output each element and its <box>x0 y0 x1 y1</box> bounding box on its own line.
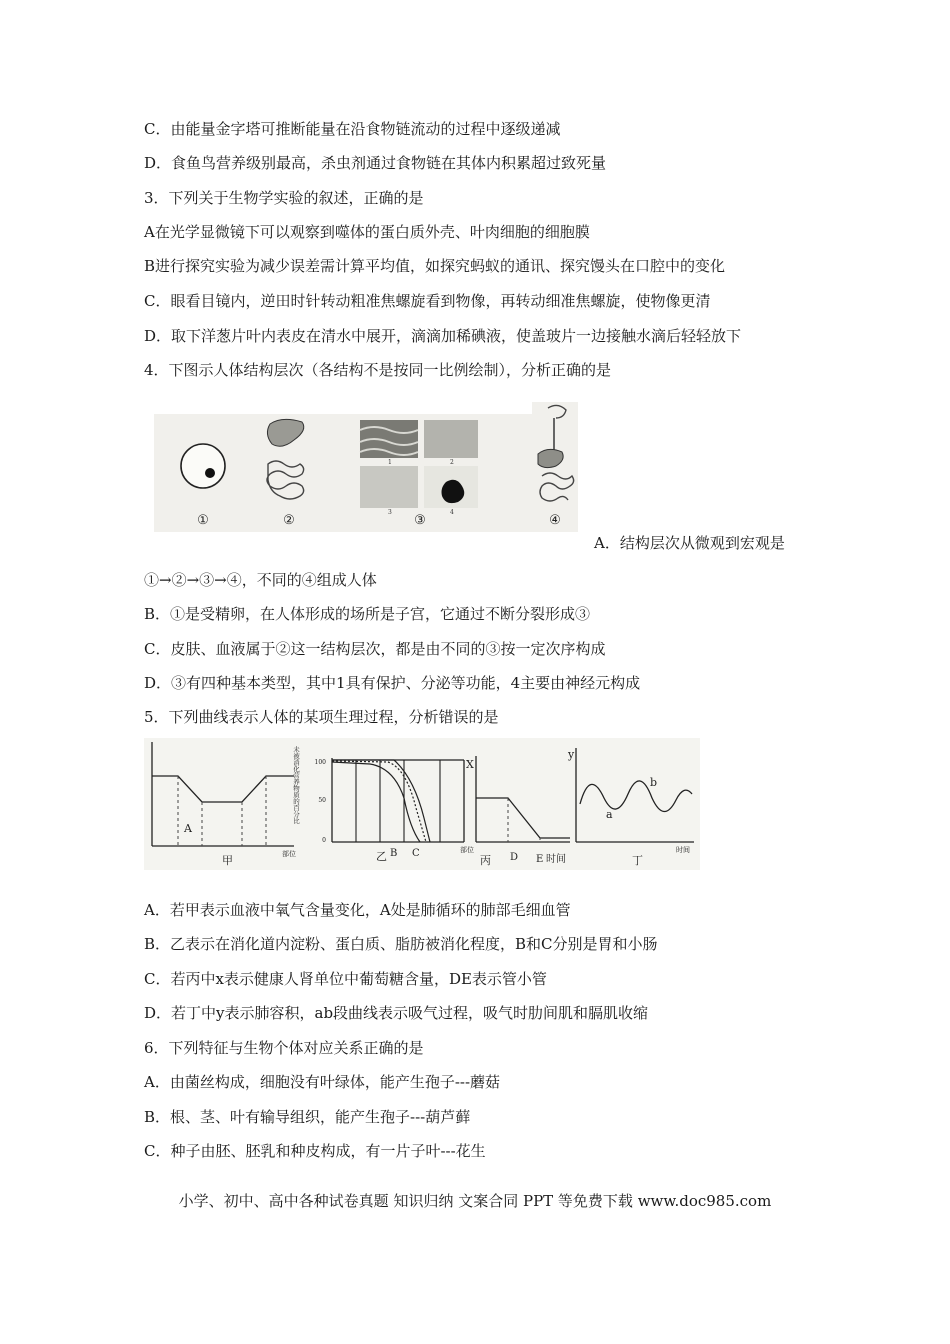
point-label: E <box>536 854 544 865</box>
point-label: a <box>606 808 613 821</box>
question-5-stem: 5．下列曲线表示人体的某项生理过程，分析错误的是 <box>144 708 499 726</box>
q5-curves-figure <box>144 738 700 870</box>
q6-option-c: C．种子由胚、胚乳和种皮构成，有一片子叶---花生 <box>144 1142 486 1160</box>
page-footer: 小学、初中、高中各种试卷真题 知识归纳 文案合同 PPT 等免费下载 www.doc985.com <box>178 1192 772 1210</box>
tissue-label: 4 <box>450 509 454 516</box>
tick-label: 50 <box>318 797 326 804</box>
axis-label: 部位 <box>460 846 474 854</box>
figure-label: ④ <box>549 513 561 528</box>
axis-label: 时间 <box>676 846 690 854</box>
q3-option-b: B进行探究实验为减少误差需计算平均值，如探究蚂蚁的通讯、探究馒头在口腔中的变化 <box>144 257 726 275</box>
figure-label: ① <box>197 513 209 528</box>
figure-label: ③ <box>414 513 426 528</box>
q4-option-b: B．①是受精卵，在人体形成的场所是子宫，它通过不断分裂形成③ <box>144 605 591 623</box>
text-line: D．食鱼鸟营养级别最高，杀虫剂通过食物链在其体内积累超过致死量 <box>144 154 607 172</box>
point-label: B <box>390 848 398 859</box>
q6-option-a: A．由菌丝构成，细胞没有叶绿体，能产生孢子---蘑菇 <box>144 1073 501 1091</box>
q3-option-d: D．取下洋葱片叶内表皮在清水中展开，滴滴加稀碘液，使盖玻片一边接触水滴后轻轻放下 <box>144 327 742 345</box>
q4-option-a-start: A．结构层次从微观到宏观是 <box>594 534 785 552</box>
tissue-label: 2 <box>450 459 454 466</box>
y-axis-label: 未被消化营养物质的百分比 <box>292 746 300 824</box>
y-axis-label: y <box>568 748 575 761</box>
cell-drawing <box>181 444 225 488</box>
q4-option-a-end: ①→②→③→④，不同的④组成人体 <box>144 571 377 589</box>
figure-label: ② <box>283 513 295 528</box>
q4-structure-figure <box>154 402 578 532</box>
q5-option-a: A．若甲表示血液中氧气含量变化，A处是肺循环的肺部毛细血管 <box>144 901 571 919</box>
text-line: C．由能量金字塔可推断能量在沿食物链流动的过程中逐级递减 <box>144 120 561 138</box>
chart-name: 丁 <box>632 854 643 867</box>
point-label: D <box>510 852 519 863</box>
axis-label: 部位 <box>282 850 296 858</box>
point-label: A <box>184 822 192 835</box>
q5-option-d: D．若丁中y表示肺容积，ab段曲线表示吸气过程，吸气时肋间肌和膈肌收缩 <box>144 1004 649 1022</box>
tick-label: 0 <box>322 837 326 844</box>
q4-option-c: C．皮肤、血液属于②这一结构层次，都是由不同的③按一定次序构成 <box>144 640 606 658</box>
q3-option-c: C．眼看目镜内，逆田时针转动粗准焦螺旋看到物像，再转动细准焦螺旋，使物像更清 <box>144 292 711 310</box>
chart-name: 乙 <box>376 850 387 863</box>
point-label: C <box>412 848 420 859</box>
q4-option-d: D．③有四种基本类型，其中1具有保护、分泌等功能，4主要由神经元构成 <box>144 674 641 692</box>
chart-name: 甲 <box>222 854 233 867</box>
point-label: b <box>650 776 658 789</box>
tissue-label: 1 <box>388 459 392 466</box>
q6-option-b: B．根、茎、叶有输导组织，能产生孢子---葫芦藓 <box>144 1108 471 1126</box>
q5-option-c: C．若丙中x表示健康人肾单位中葡萄糖含量，DE表示管小管 <box>144 970 547 988</box>
tissue-label: 3 <box>388 509 392 516</box>
chart-name: 丙 <box>480 854 491 867</box>
y-axis-label: X <box>466 758 474 771</box>
question-3-stem: 3．下列关于生物学实验的叙述，正确的是 <box>144 189 424 207</box>
axis-label: 时间 <box>546 854 566 865</box>
tick-label: 100 <box>314 759 326 766</box>
q3-option-a: A在光学显微镜下可以观察到噬体的蛋白质外壳、叶肉细胞的细胞膜 <box>144 223 590 241</box>
q5-option-b: B．乙表示在消化道内淀粉、蛋白质、脂肪被消化程度，B和C分别是胃和小肠 <box>144 935 658 953</box>
question-6-stem: 6．下列特征与生物个体对应关系正确的是 <box>144 1039 424 1057</box>
question-4-stem: 4．下图示人体结构层次（各结构不是按同一比例绘制），分析正确的是 <box>144 361 612 379</box>
